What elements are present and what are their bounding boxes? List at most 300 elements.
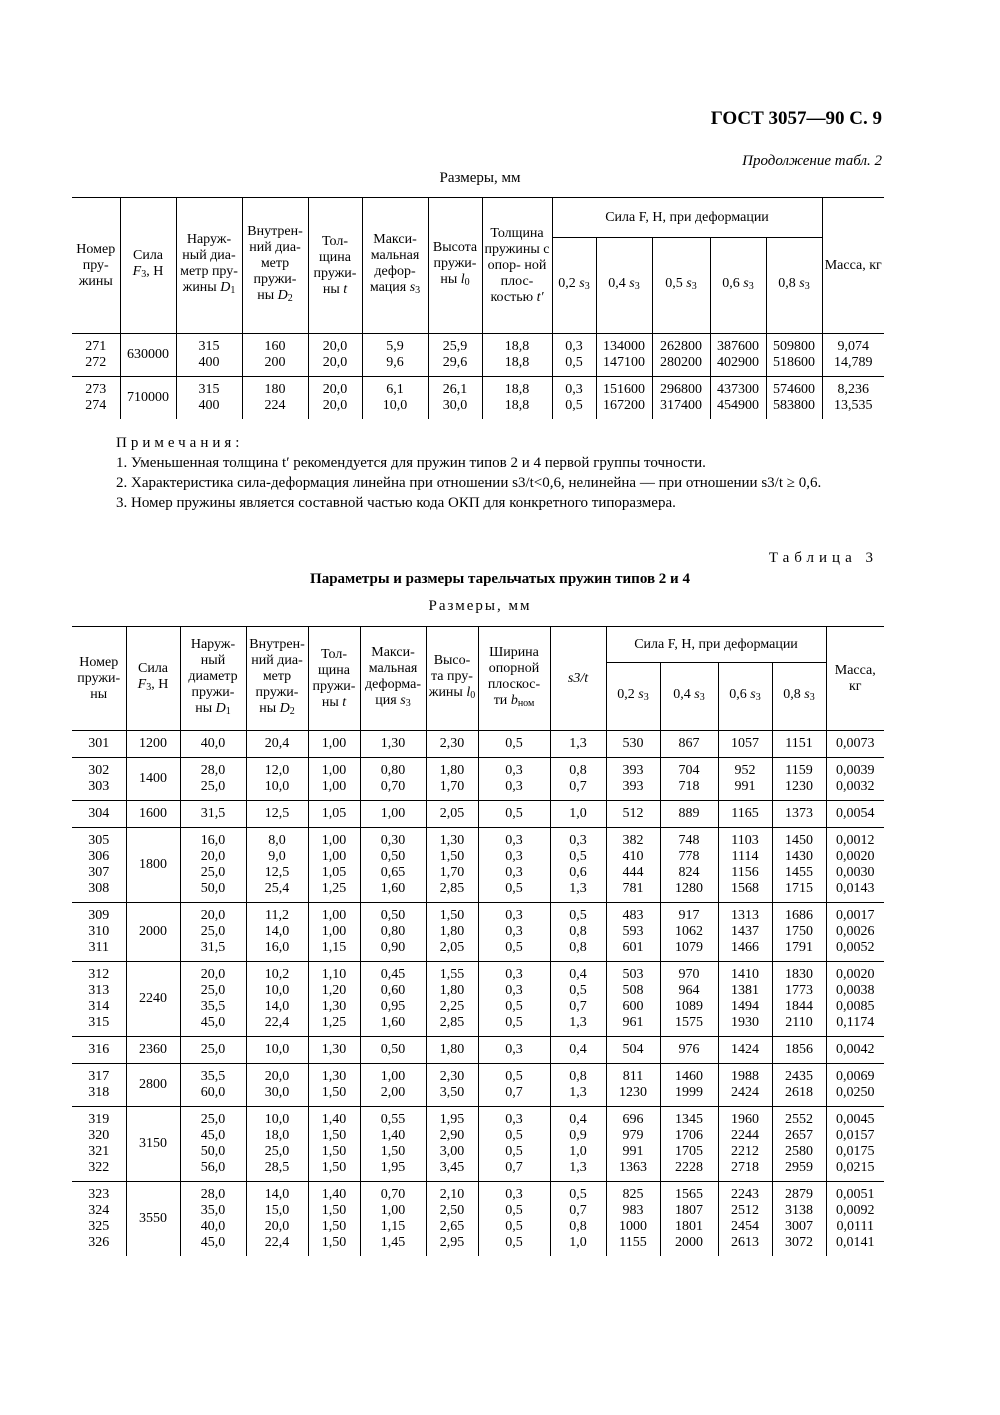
t2-h-inner: Внутрен- ний диа- метр пружи- ны $D_2$ xyxy=(242,198,308,334)
t3-cell xyxy=(478,828,550,903)
cell-value: 319 xyxy=(88,1112,110,1127)
cell-value: 0,3 xyxy=(505,833,523,848)
cell-value: 1568 xyxy=(731,881,759,896)
t3-cell xyxy=(550,801,606,828)
cell-value: 0,0143 xyxy=(836,881,875,896)
cell-value: 0,80 xyxy=(380,763,406,778)
cell-value: 0,5 xyxy=(565,355,583,370)
t3-cell xyxy=(660,731,718,758)
cell-value: 0,3 xyxy=(505,1187,523,1202)
cell-value: 0,0026 xyxy=(836,924,875,939)
t3-cell xyxy=(550,1037,606,1064)
t3-cell xyxy=(660,1037,718,1064)
t2-cell xyxy=(176,334,242,377)
cell-value: 18,8 xyxy=(504,355,530,370)
table-row-group xyxy=(72,377,884,420)
cell-value: 15,0 xyxy=(264,1203,290,1218)
table-row-group xyxy=(72,1107,884,1182)
cell-value: 10,0 xyxy=(264,1042,290,1057)
cell-value: 1706 xyxy=(675,1128,703,1143)
t3-cell xyxy=(660,1107,718,1182)
cell-value: 1,25 xyxy=(321,1015,347,1030)
cell-value: 5,9 xyxy=(386,339,404,354)
t3-cell xyxy=(772,758,826,801)
t3-h-height: Высо- та пру- жины $l_0$ xyxy=(426,627,478,731)
cell-value: 0,3 xyxy=(505,1042,523,1057)
cell-value: 748 xyxy=(678,833,700,848)
cell-value: 991 xyxy=(622,1144,644,1159)
cell-value: 0,55 xyxy=(380,1112,406,1127)
cell-value: 0,50 xyxy=(380,908,406,923)
document-header: ГОСТ 3057—90 С. 9 xyxy=(710,108,882,129)
cell-value: 1345 xyxy=(675,1112,703,1127)
cell-value: 1,0 xyxy=(569,806,587,821)
t3-cell xyxy=(660,1064,718,1107)
t3-cell xyxy=(478,758,550,801)
cell-value: 0,0038 xyxy=(836,983,875,998)
note-1: 1. Уменьшенная толщина t′ рекомендуется для пружин типов 2 и 4 первой группы точности. xyxy=(116,455,706,471)
cell-value: 1,50 xyxy=(321,1235,347,1250)
cell-value: 0,5 xyxy=(505,1203,523,1218)
t3-cell xyxy=(606,828,660,903)
t3-cell xyxy=(426,731,478,758)
cell-value: 1800 xyxy=(139,857,167,872)
t3-cell xyxy=(718,731,772,758)
t3-cell xyxy=(72,1182,126,1257)
cell-value: 574600 xyxy=(773,382,815,397)
t3-cell xyxy=(360,1107,426,1182)
cell-value: 2512 xyxy=(731,1203,759,1218)
cell-value: 952 xyxy=(734,763,756,778)
table3 xyxy=(72,626,884,1256)
t3-cell xyxy=(478,1037,550,1064)
cell-value: 1988 xyxy=(731,1069,759,1084)
t3-cell xyxy=(246,1064,308,1107)
t3-force-cell xyxy=(126,1064,180,1107)
cell-value: 40,0 xyxy=(200,1219,226,1234)
t3-h-width: Ширина опорной плоскос- ти $b_{ном}$ xyxy=(478,627,550,731)
cell-value: 273 xyxy=(85,382,107,397)
cell-value: 2,00 xyxy=(380,1085,406,1100)
t2-h-def-0: 0,2 $s_3$ xyxy=(552,238,596,334)
t3-cell xyxy=(660,801,718,828)
cell-value: 22,4 xyxy=(264,1015,290,1030)
cell-value: 0,90 xyxy=(380,940,406,955)
t3-cell xyxy=(180,903,246,962)
t3-h-inner: Внутрен- ний диа- метр пружи- ны $D_2$ xyxy=(246,627,308,731)
cell-value: 0,65 xyxy=(380,865,406,880)
cell-value: 0,5 xyxy=(569,849,587,864)
cell-value: 1450 xyxy=(785,833,813,848)
cell-value: 402900 xyxy=(717,355,759,370)
cell-value: 0,5 xyxy=(569,908,587,923)
t2-cell xyxy=(552,334,596,377)
table-row-group xyxy=(72,828,884,903)
t2-h-def-4: 0,8 $s_3$ xyxy=(766,238,822,334)
t3-cell xyxy=(246,828,308,903)
cell-value: 1230 xyxy=(785,779,813,794)
cell-value: 530 xyxy=(622,736,644,751)
t3-cell xyxy=(478,1107,550,1182)
cell-value: 31,5 xyxy=(200,940,226,955)
cell-value: 1280 xyxy=(675,881,703,896)
t3-cell xyxy=(72,1064,126,1107)
cell-value: 1,95 xyxy=(439,1112,465,1127)
t3-cell xyxy=(826,828,884,903)
t2-h-reduced: Толщина пружины с опор- ной плос- костью t′ xyxy=(482,198,552,334)
t3-cell xyxy=(72,731,126,758)
t3-cell xyxy=(660,1182,718,1257)
cell-value: 1,80 xyxy=(439,763,465,778)
cell-value: 1,00 xyxy=(321,849,347,864)
cell-value: 12,0 xyxy=(264,763,290,778)
cell-value: 1437 xyxy=(731,924,759,939)
t3-cell xyxy=(660,903,718,962)
cell-value: 1363 xyxy=(619,1160,647,1175)
cell-value: 1,00 xyxy=(321,833,347,848)
t2-cell xyxy=(72,334,120,377)
cell-value: 310 xyxy=(88,924,110,939)
cell-value: 20,0 xyxy=(322,355,348,370)
cell-value: 304 xyxy=(88,806,110,821)
cell-value: 20,4 xyxy=(264,736,290,751)
t2-h-def-2: 0,5 $s_3$ xyxy=(652,238,710,334)
cell-value: 12,5 xyxy=(264,806,290,821)
cell-value: 0,50 xyxy=(380,849,406,864)
cell-value: 1999 xyxy=(675,1085,703,1100)
cell-value: 0,5 xyxy=(505,1219,523,1234)
t3-cell xyxy=(308,962,360,1037)
cell-value: 25,9 xyxy=(442,339,468,354)
cell-value: 393 xyxy=(622,763,644,778)
cell-value: 180 xyxy=(264,382,286,397)
cell-value: 0,0052 xyxy=(836,940,875,955)
cell-value: 0,0250 xyxy=(836,1085,875,1100)
cell-value: 20,0 xyxy=(200,908,226,923)
t3-cell xyxy=(550,758,606,801)
t3-cell xyxy=(478,1064,550,1107)
cell-value: 444 xyxy=(622,865,644,880)
t3-cell xyxy=(180,731,246,758)
cell-value: 1410 xyxy=(731,967,759,982)
t2-h-thickness: Тол- щина пружи- ны t xyxy=(308,198,362,334)
t3-cell xyxy=(308,731,360,758)
cell-value: 9,6 xyxy=(386,355,404,370)
cell-value: 0,8 xyxy=(569,763,587,778)
cell-value: 1,3 xyxy=(569,1160,587,1175)
cell-value: 2959 xyxy=(785,1160,813,1175)
cell-value: 1960 xyxy=(731,1112,759,1127)
cell-value: 10,2 xyxy=(264,967,290,982)
t2-cell xyxy=(822,334,884,377)
cell-value: 2,90 xyxy=(439,1128,465,1143)
cell-value: 18,8 xyxy=(504,382,530,397)
cell-value: 8,236 xyxy=(837,382,869,397)
cell-value: 1,00 xyxy=(321,779,347,794)
cell-value: 3007 xyxy=(785,1219,813,1234)
cell-value: 1,70 xyxy=(439,865,465,880)
cell-value: 308 xyxy=(88,881,110,896)
t3-cell xyxy=(426,1182,478,1257)
cell-value: 1,95 xyxy=(380,1160,406,1175)
cell-value: 0,0069 xyxy=(836,1069,875,1084)
cell-value: 718 xyxy=(678,779,700,794)
cell-value: 1,40 xyxy=(321,1187,347,1202)
cell-value: 1575 xyxy=(675,1015,703,1030)
cell-value: 867 xyxy=(678,736,700,751)
cell-value: 0,0054 xyxy=(836,806,875,821)
t3-cell xyxy=(772,1182,826,1257)
note-3: 3. Номер пружины является составной частью кода ОКП для конкретного типоразмера. xyxy=(116,495,676,511)
cell-value: 320 xyxy=(88,1128,110,1143)
cell-value: 0,5 xyxy=(569,1187,587,1202)
cell-value: 0,0045 xyxy=(836,1112,875,1127)
cell-value: 2,85 xyxy=(439,1015,465,1030)
t3-cell xyxy=(180,758,246,801)
t3-force-cell xyxy=(126,1107,180,1182)
cell-value: 224 xyxy=(264,398,286,413)
t3-h-number: Номер пружи- ны xyxy=(72,627,126,731)
t2-h-force: Сила $F_3$, Н xyxy=(120,198,176,334)
t3-cell xyxy=(826,1064,884,1107)
t3-cell xyxy=(772,801,826,828)
cell-value: 0,0141 xyxy=(836,1235,875,1250)
t3-cell xyxy=(606,1182,660,1257)
table-row-group xyxy=(72,801,884,828)
cell-value: 30,0 xyxy=(442,398,468,413)
cell-value: 1565 xyxy=(675,1187,703,1202)
cell-value: 1,50 xyxy=(321,1203,347,1218)
t3-cell xyxy=(478,962,550,1037)
table-row-group xyxy=(72,731,884,758)
cell-value: 1381 xyxy=(731,983,759,998)
cell-value: 31,5 xyxy=(200,806,226,821)
cell-value: 1455 xyxy=(785,865,813,880)
t3-cell xyxy=(606,1064,660,1107)
cell-value: 976 xyxy=(678,1042,700,1057)
cell-value: 2000 xyxy=(675,1235,703,1250)
cell-value: 0,6 xyxy=(569,865,587,880)
cell-value: 1791 xyxy=(785,940,813,955)
t3-force-cell xyxy=(126,962,180,1037)
cell-value: 1,00 xyxy=(380,806,406,821)
t3-cell xyxy=(660,758,718,801)
cell-value: 2718 xyxy=(731,1160,759,1175)
cell-value: 1424 xyxy=(731,1042,759,1057)
cell-value: 323 xyxy=(88,1187,110,1202)
t3-cell xyxy=(246,962,308,1037)
cell-value: 1,50 xyxy=(321,1128,347,1143)
t2-cell xyxy=(428,334,482,377)
t3-cell xyxy=(426,903,478,962)
t2-cell xyxy=(482,377,552,420)
t3-cell xyxy=(772,1037,826,1064)
t3-cell xyxy=(246,758,308,801)
t3-cell xyxy=(308,801,360,828)
cell-value: 1,15 xyxy=(380,1219,406,1234)
t2-cell xyxy=(362,377,428,420)
cell-value: 0,5 xyxy=(505,999,523,1014)
cell-value: 301 xyxy=(88,736,110,751)
cell-value: 1,0 xyxy=(569,1235,587,1250)
cell-value: 0,95 xyxy=(380,999,406,1014)
t2-cell xyxy=(652,334,710,377)
cell-value: 0,3 xyxy=(505,865,523,880)
cell-value: 28,5 xyxy=(264,1160,290,1175)
cell-value: 0,0085 xyxy=(836,999,875,1014)
cell-value: 45,0 xyxy=(200,1128,226,1143)
t3-h-def-0: 0,2 $s_3$ xyxy=(606,663,660,731)
cell-value: 1,15 xyxy=(321,940,347,955)
cell-value: 56,0 xyxy=(200,1160,226,1175)
t3-cell xyxy=(360,758,426,801)
table3-caption: Размеры, мм xyxy=(428,598,532,614)
t3-cell xyxy=(660,828,718,903)
t3-cell xyxy=(718,758,772,801)
cell-value: 0,1174 xyxy=(836,1015,875,1030)
t2-cell xyxy=(652,377,710,420)
cell-value: 20,0 xyxy=(322,339,348,354)
cell-value: 324 xyxy=(88,1203,110,1218)
t3-cell xyxy=(826,903,884,962)
t3-cell xyxy=(72,801,126,828)
cell-value: 271 xyxy=(85,339,107,354)
t2-cell xyxy=(428,377,482,420)
cell-value: 20,0 xyxy=(264,1219,290,1234)
cell-value: 1,50 xyxy=(321,1085,347,1100)
cell-value: 314 xyxy=(88,999,110,1014)
cell-value: 0,0157 xyxy=(836,1128,875,1143)
cell-value: 1079 xyxy=(675,940,703,955)
cell-value: 917 xyxy=(678,908,700,923)
t3-cell xyxy=(718,828,772,903)
t3-force-cell xyxy=(126,1182,180,1257)
cell-value: 22,4 xyxy=(264,1235,290,1250)
cell-value: 512 xyxy=(622,806,644,821)
cell-value: 454900 xyxy=(717,398,759,413)
cell-value: 3550 xyxy=(139,1211,167,1226)
cell-value: 1600 xyxy=(139,806,167,821)
cell-value: 10,0 xyxy=(382,398,408,413)
cell-value: 0,45 xyxy=(380,967,406,982)
t3-force-cell xyxy=(126,903,180,962)
t3-h-thickness: Тол- щина пружи- ны t xyxy=(308,627,360,731)
t3-cell xyxy=(772,731,826,758)
cell-value: 0,30 xyxy=(380,833,406,848)
t3-cell xyxy=(718,903,772,962)
t2-cell xyxy=(72,377,120,420)
cell-value: 0,3 xyxy=(505,849,523,864)
cell-value: 1,55 xyxy=(439,967,465,982)
cell-value: 778 xyxy=(678,849,700,864)
cell-value: 6,1 xyxy=(386,382,404,397)
cell-value: 0,5 xyxy=(505,736,523,751)
cell-value: 1,45 xyxy=(380,1235,406,1250)
t3-cell xyxy=(360,1037,426,1064)
cell-value: 1103 xyxy=(731,833,759,848)
t3-cell xyxy=(180,1107,246,1182)
cell-value: 326 xyxy=(88,1235,110,1250)
cell-value: 1,00 xyxy=(380,1203,406,1218)
cell-value: 0,4 xyxy=(569,967,587,982)
cell-value: 979 xyxy=(622,1128,644,1143)
cell-value: 1,80 xyxy=(439,924,465,939)
cell-value: 3072 xyxy=(785,1235,813,1250)
cell-value: 0,8 xyxy=(569,940,587,955)
cell-value: 1089 xyxy=(675,999,703,1014)
cell-value: 274 xyxy=(85,398,107,413)
cell-value: 710000 xyxy=(127,390,169,405)
t3-cell xyxy=(826,962,884,1037)
cell-value: 0,3 xyxy=(505,779,523,794)
cell-value: 305 xyxy=(88,833,110,848)
table3-label: Таблица 3 xyxy=(768,550,878,566)
cell-value: 0,5 xyxy=(505,806,523,821)
cell-value: 0,0030 xyxy=(836,865,875,880)
t3-cell xyxy=(72,1107,126,1182)
t2-h-mass: Масса, кг xyxy=(822,198,884,334)
cell-value: 1494 xyxy=(731,999,759,1014)
t3-cell xyxy=(308,828,360,903)
cell-value: 14,789 xyxy=(834,355,873,370)
cell-value: 25,4 xyxy=(264,881,290,896)
cell-value: 10,0 xyxy=(264,1112,290,1127)
cell-value: 824 xyxy=(678,865,700,880)
cell-value: 0,0032 xyxy=(836,779,875,794)
notes-title: Примечания: xyxy=(116,435,244,451)
cell-value: 1400 xyxy=(139,771,167,786)
t3-cell xyxy=(180,828,246,903)
cell-value: 2,85 xyxy=(439,881,465,896)
t3-cell xyxy=(772,828,826,903)
t3-cell xyxy=(826,1037,884,1064)
cell-value: 0,7 xyxy=(569,999,587,1014)
t3-cell xyxy=(826,731,884,758)
cell-value: 0,0092 xyxy=(836,1203,875,1218)
cell-value: 0,0012 xyxy=(836,833,875,848)
t2-cell xyxy=(552,377,596,420)
cell-value: 1,20 xyxy=(321,983,347,998)
cell-value: 0,5 xyxy=(505,1015,523,1030)
t3-cell xyxy=(772,1107,826,1182)
t2-cell xyxy=(766,377,822,420)
cell-value: 20,0 xyxy=(322,398,348,413)
cell-value: 1844 xyxy=(785,999,813,1014)
cell-value: 970 xyxy=(678,967,700,982)
cell-value: 1165 xyxy=(731,806,759,821)
t2-h-force-group: Сила F, Н, при деформации xyxy=(552,198,822,238)
cell-value: 313 xyxy=(88,983,110,998)
t2-h-def-3: 0,6 $s_3$ xyxy=(710,238,766,334)
t2-cell xyxy=(242,377,308,420)
cell-value: 272 xyxy=(85,355,107,370)
cell-value: 18,0 xyxy=(264,1128,290,1143)
table2 xyxy=(72,197,884,419)
cell-value: 9,0 xyxy=(268,849,286,864)
t3-cell xyxy=(606,731,660,758)
cell-value: 0,5 xyxy=(505,1128,523,1143)
t3-cell xyxy=(478,903,550,962)
cell-value: 0,8 xyxy=(569,1219,587,1234)
cell-value: 160 xyxy=(264,339,286,354)
cell-value: 2110 xyxy=(785,1015,813,1030)
cell-value: 1,30 xyxy=(321,1042,347,1057)
t2-cell xyxy=(308,334,362,377)
t3-cell xyxy=(606,903,660,962)
cell-value: 0,50 xyxy=(380,1042,406,1057)
cell-value: 964 xyxy=(678,983,700,998)
cell-value: 0,0017 xyxy=(836,908,875,923)
